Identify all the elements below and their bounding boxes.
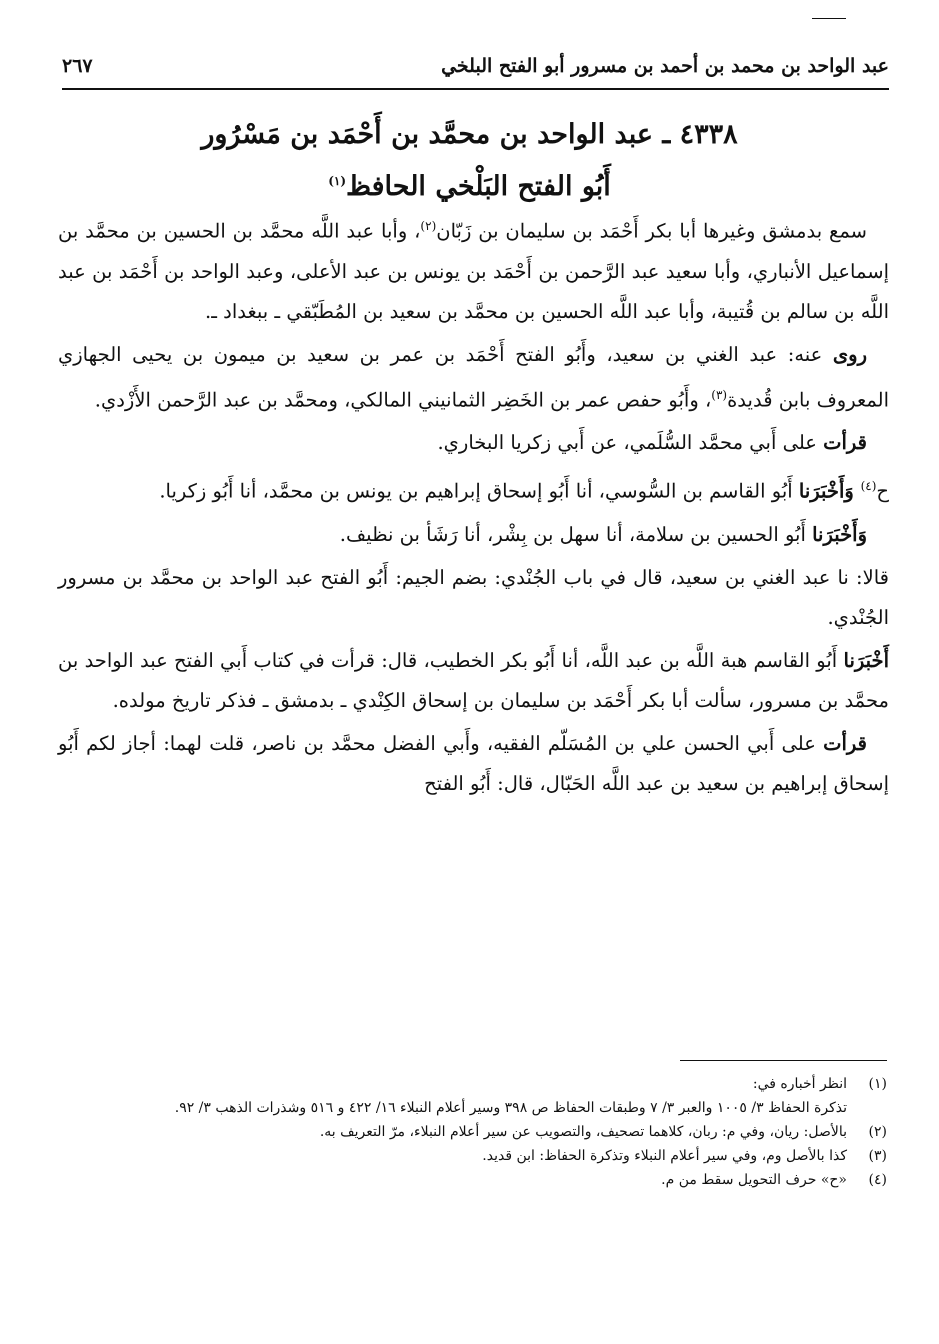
text-run: على أَبي الحسن علي بن المُسَلّم الفقيه، وأَبي الفضل محمَّد بن ناصر، قلت لهما: أجاز لكم أَبُو إسحاق إبراهيم بن سعيد بن عبد اللَّه الحَبّال، قال: أَبُو الفتح xyxy=(58,731,889,795)
text-run: أَبُو الحسين بن سلامة، أنا سهل بن بِشْر، أنا رَشَأ بن نظيف. xyxy=(339,522,813,546)
keyword: وَأَخْبَرَنا xyxy=(812,522,867,546)
text-run: قالا: نا عبد الغني بن سعيد، قال في باب الجُنْدي: بضم الجيم: أَبُو الفتح عبد الواحد بن محمَّد بن مسرور الجُنْدي. xyxy=(58,565,889,629)
footnote-separator xyxy=(680,1060,887,1061)
footnote xyxy=(100,1120,887,1144)
keyword: روى xyxy=(832,342,867,366)
paragraph-students xyxy=(58,335,889,421)
footnote xyxy=(100,1072,887,1120)
footnote xyxy=(100,1168,887,1192)
text-run: أَبُو القاسم بن السُّوسي، أنا أَبُو إسحاق إبراهيم بن يونس بن محمَّد، أنا أَبُو زكريا. xyxy=(159,479,799,503)
tahwil-letter: ح xyxy=(876,479,889,503)
footnote-ref-4: (٤) xyxy=(860,479,877,493)
text-run: ، وأَبُو حفص عمر بن الخَضِر الثمانيني المالكي، ومحمَّد بن عبد الرَّحمن الأَزْدي. xyxy=(94,388,712,411)
page-header xyxy=(62,46,889,86)
footnote-number: (٣) xyxy=(868,1148,887,1164)
footnote-ref-1: (١) xyxy=(328,174,347,188)
paragraph-isnad-4 xyxy=(58,641,889,721)
text-run: ، وأبا عبد اللَّه محمَّد بن الحسين بن محمَّد بن إسماعيل الأنباري، وأبا سعيد عبد الرَّحمن بن أَحْمَد بن يونس بن عبد الأعلى، وعبد الواحد بن أَحْمَد بن عبد اللَّه بن سالم بن قُتيبة، وأبا عبد اللَّه الحسين بن محمَّد بن سعيد بن المُطَبّقي ـ ببغداد ـ. xyxy=(58,219,889,323)
footnote-ref-2: (٢) xyxy=(420,219,437,233)
footnote-text: بالأصل: ريان، وفي م: ربان، كلاهما تصحيف، والتصويب عن سير أعلام النبلاء، مرّ التعريف به. xyxy=(319,1124,847,1140)
text-run: أَبُو القاسم هبة اللَّه بن عبد اللَّه، أنا أَبُو بكر الخطيب، قال: قرأت في كتاب أَبي الفتح عبد الواحد بن محمَّد بن مسرور، سألت أبا بكر أَحْمَد بن سليمان بن إسحاق الكِنْدي ـ بدمشق ـ فذكر تاريخ مولده. xyxy=(58,648,889,712)
text-run: عنه: عبد الغني بن سعيد، وأَبُو الفتح أَحْمَد بن عمر بن سعيد بن ميمون بن يحيى الجهازي المعروف بابن قُديدة xyxy=(58,342,889,411)
keyword: قرأت xyxy=(823,431,867,454)
footnote-text: انظر أخباره في: تذكرة الحفاظ ٣/ ١٠٠٥ والعبر ٣/ ٧ وطبقات الحفاظ ص ٣٩٨ وسير أعلام النبلاء ١٦/ ٤٢٢ و ٥١٦ وشذرات الذهب ٣/ ٩٢. xyxy=(174,1076,847,1116)
running-title: عبد الواحد بن محمد بن أحمد بن مسرور أبو الفتح البلخي xyxy=(441,55,889,77)
paragraph-isnad-2 xyxy=(58,466,889,512)
paragraph-teachers xyxy=(58,206,889,332)
page-number: ٢٦٧ xyxy=(62,55,93,77)
footnote-number: (١) xyxy=(868,1076,887,1092)
keyword: أَخْبَرَنا xyxy=(843,648,889,672)
text-run: سمع بدمشق وغيرها أبا بكر أَحْمَد بن سليمان بن زَبّان xyxy=(436,219,867,243)
keyword: قرأت xyxy=(823,731,867,755)
text-run: على أَبي محمَّد السُّلَمي، عن أَبي زكريا البخاري. xyxy=(437,431,824,454)
paragraph-isnad-3 xyxy=(58,515,889,555)
paragraph-isnad-5 xyxy=(58,724,889,804)
paragraph-quote xyxy=(58,558,889,638)
entry-body xyxy=(58,206,889,807)
footnote xyxy=(100,1144,887,1168)
paragraph-isnad-1 xyxy=(58,423,889,463)
header-ornament-line xyxy=(812,18,846,19)
footnote-number: (٢) xyxy=(868,1124,887,1140)
footnote-number: (٤) xyxy=(868,1172,887,1188)
footnote-ref-3: (٣) xyxy=(711,387,728,402)
footnote-text: كذا بالأصل وم، وفي سير أعلام النبلاء وتذكرة الحفاظ: ابن قديد. xyxy=(482,1148,847,1164)
entry-title-line-2 xyxy=(60,158,879,210)
entry-title-name: أَبُو الفتح البَلْخي الحافظ xyxy=(346,171,611,202)
footnote-text: «ح» حرف التحويل سقط من م. xyxy=(661,1172,847,1188)
header-rule xyxy=(62,88,889,90)
entry-title xyxy=(60,112,879,210)
footnotes xyxy=(100,1072,887,1192)
entry-title-line-1: ٤٣٣٨ ـ عبد الواحد بن محمَّد بن أَحْمَد بن مَسْرُور xyxy=(201,119,738,150)
keyword: وَأَخْبَرَنا xyxy=(798,479,861,503)
